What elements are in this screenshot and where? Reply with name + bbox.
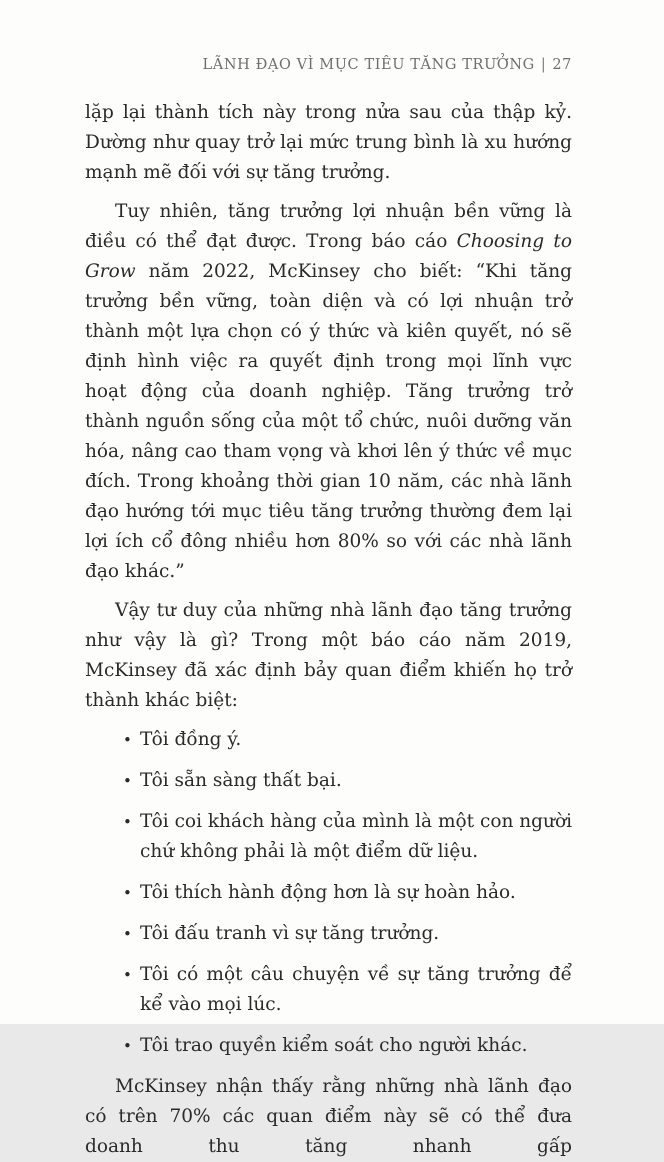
page-body — [85, 98, 572, 1162]
paragraph-mckinsey-2022 — [85, 197, 572, 587]
paragraph-continuation: lặp lại thành tích này trong nửa sau của thập kỷ. Dường như quay trở lại mức trung bình là xu hướng mạnh mẽ đối với sự tăng trưởng. — [85, 102, 572, 183]
running-title: LÃNH ĐẠO VÌ MỤC TIÊU TĂNG TRƯỞNG — [202, 57, 535, 73]
paragraph-segment: Tuy nhiên, tăng trưởng lợi nhuận bền vững là điều có thể đạt được. Trong báo cáo — [85, 201, 572, 252]
list-item: • Tôi trao quyền kiểm soát cho người khác. — [123, 1031, 572, 1061]
list-item: • Tôi đồng ý. — [123, 725, 572, 755]
list-item: • Tôi đấu tranh vì sự tăng trưởng. — [123, 919, 572, 949]
paragraph-closing: McKinsey nhận thấy rằng những nhà lãnh đạo có trên 70% các quan điểm này sẽ có thể đưa doanh thu tăng nhanh gấp — [85, 1076, 572, 1157]
list-item: • Tôi sẵn sàng thất bại. — [123, 766, 572, 796]
list-item: • Tôi coi khách hàng của mình là một con người chứ không phải là một điểm dữ liệu. — [123, 807, 572, 867]
paragraph-segment: năm 2022, McKinsey cho biết: “Khi tăng trưởng bền vững, toàn diện và có lợi nhuận trở thành một lựa chọn có ý thức và kiên quyết, nó sẽ định hình việc ra quyết định trong mọi lĩnh vực hoạt động của doanh nghiệp. Tăng trưởng trở thành nguồn sống của một tổ chức, nuôi dưỡng văn hóa, nâng cao tham vọng và khơi lên ý thức về mục đích. Trong khoảng thời gian 10 năm, các nhà lãnh đạo hướng tới mục tiêu tăng trưởng thường đem lại lợi ích cổ đông nhiều hơn 80% so với các nhà lãnh đạo khác.” — [85, 261, 572, 582]
running-header — [85, 57, 572, 73]
page-number: 27 — [552, 57, 572, 73]
paragraph-mindset-question: Vậy tư duy của những nhà lãnh đạo tăng trưởng như vậy là gì? Trong một báo cáo năm 2019, McKinsey đã xác định bảy quan điểm khiến họ trở thành khác biệt: — [85, 600, 572, 711]
list-item: • Tôi có một câu chuyện về sự tăng trưởng để kể vào mọi lúc. — [123, 960, 572, 1020]
list-item: • Tôi thích hành động hơn là sự hoàn hảo. — [123, 878, 572, 908]
report-title-italic: Choosing to Grow — [85, 231, 572, 282]
belief-list — [123, 725, 572, 1061]
header-separator: | — [540, 57, 547, 73]
